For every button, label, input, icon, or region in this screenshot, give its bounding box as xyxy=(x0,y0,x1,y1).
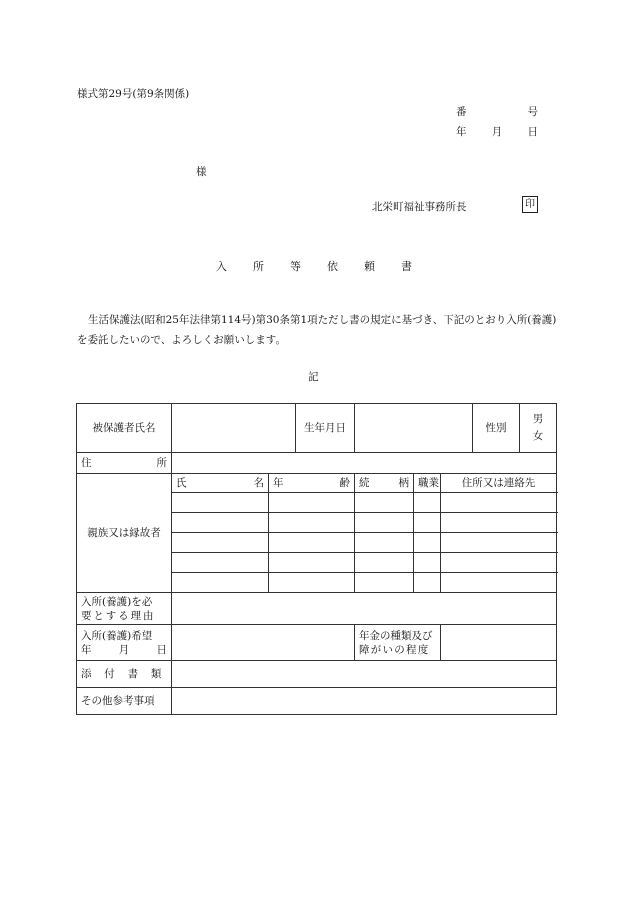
seal-mark: 印 xyxy=(522,196,538,213)
rel-cell[interactable] xyxy=(441,533,557,553)
birth-label: 生年月日 xyxy=(296,404,355,453)
date-line xyxy=(456,124,538,139)
go-label: 号 xyxy=(527,106,538,118)
rel-col-name-a: 氏 xyxy=(176,477,187,489)
desired-date-label xyxy=(77,625,172,661)
title-char: 入 xyxy=(216,260,227,273)
rel-cell[interactable] xyxy=(441,513,557,533)
rel-cell[interactable] xyxy=(441,553,557,573)
pension-value[interactable] xyxy=(441,625,557,661)
table-row xyxy=(77,593,557,625)
other-value[interactable] xyxy=(172,688,557,715)
form-number: 様式第29号(第9条関係) xyxy=(77,88,190,100)
rel-cell[interactable] xyxy=(355,513,414,533)
relatives-label: 親族又は縁故者 xyxy=(77,474,172,593)
desired-line2 xyxy=(81,643,167,657)
sex-options[interactable] xyxy=(520,404,557,453)
title-char: 所 xyxy=(253,260,264,273)
addressee-honorific: 様 xyxy=(196,166,207,178)
rel-col-relation-b: 柄 xyxy=(398,477,409,489)
rel-col-contact: 住所又は連絡先 xyxy=(441,474,557,493)
table-row xyxy=(77,474,557,493)
rel-col-relation xyxy=(355,474,414,493)
document-title xyxy=(216,258,412,274)
rel-cell[interactable] xyxy=(269,573,355,593)
year-label: 年 xyxy=(456,126,467,138)
sex-label: 性別 xyxy=(473,404,520,453)
birth-value[interactable] xyxy=(355,404,473,453)
address-label-a: 住 xyxy=(81,457,92,469)
rel-cell[interactable] xyxy=(414,513,441,533)
address-label-b: 所 xyxy=(156,457,167,469)
rel-col-name-b: 名 xyxy=(253,477,264,489)
rel-col-relation-a: 続 xyxy=(359,477,370,489)
rel-col-job-b: 業 xyxy=(428,477,439,489)
day-label: 日 xyxy=(527,126,538,138)
rel-cell[interactable] xyxy=(414,573,441,593)
address-value[interactable] xyxy=(172,453,557,474)
issuer-name: 北栄町福祉事務所長 xyxy=(372,201,467,213)
rel-col-age xyxy=(269,474,355,493)
sex-male: 男 xyxy=(532,413,544,425)
rel-cell[interactable] xyxy=(172,553,269,573)
rel-col-age-b: 齢 xyxy=(339,477,350,489)
pension-line1: 年金の種類及び xyxy=(359,629,433,642)
rel-cell[interactable] xyxy=(414,493,441,513)
table-row xyxy=(77,688,557,715)
name-value[interactable] xyxy=(172,404,296,453)
request-form-table xyxy=(76,403,557,715)
sex-female: 女 xyxy=(532,430,544,442)
name-label: 被保護者氏名 xyxy=(77,404,172,453)
desired-month: 月 xyxy=(118,643,130,656)
ki-heading: 記 xyxy=(308,371,319,383)
table-row xyxy=(77,661,557,688)
rel-cell[interactable] xyxy=(172,493,269,513)
rel-cell[interactable] xyxy=(172,533,269,553)
title-char: 等 xyxy=(290,260,301,273)
reason-line1: 入所(養護)を必 xyxy=(81,595,153,608)
desired-date-value[interactable] xyxy=(172,625,355,661)
address-label xyxy=(77,453,172,474)
title-char: 書 xyxy=(401,260,412,273)
title-char: 依 xyxy=(327,260,338,273)
attach-label: 添 付 書 類 xyxy=(77,661,172,688)
rel-cell[interactable] xyxy=(355,553,414,573)
ban-label: 番 xyxy=(456,106,467,118)
body-text: 生活保護法(昭和25年法律第114号)第30条第1項ただし書の規定に基づき、下記のとおり入所(養護)を委託したいので、よろしくお願いします。 xyxy=(77,314,557,346)
month-label: 月 xyxy=(491,126,503,138)
pension-label xyxy=(355,625,441,661)
rel-cell[interactable] xyxy=(172,513,269,533)
rel-cell[interactable] xyxy=(269,533,355,553)
rel-cell[interactable] xyxy=(172,573,269,593)
reason-label xyxy=(77,593,172,625)
reason-value[interactable] xyxy=(172,593,557,625)
document-number-line xyxy=(456,104,538,119)
rel-cell[interactable] xyxy=(355,573,414,593)
rel-cell[interactable] xyxy=(269,553,355,573)
rel-col-job-a: 職 xyxy=(418,477,429,489)
rel-cell[interactable] xyxy=(269,513,355,533)
desired-year: 年 xyxy=(81,643,92,656)
table-row xyxy=(77,453,557,474)
table-row xyxy=(77,404,557,453)
rel-col-job xyxy=(414,474,441,493)
desired-line1: 入所(養護)希望 xyxy=(81,629,153,642)
rel-col-age-a: 年 xyxy=(273,477,284,489)
reason-line2: 要とする理由 xyxy=(81,609,156,622)
table-row xyxy=(77,625,557,661)
rel-cell[interactable] xyxy=(414,533,441,553)
other-label: その他参考事項 xyxy=(77,688,172,715)
rel-cell[interactable] xyxy=(414,553,441,573)
pension-line2: 障がいの程度 xyxy=(359,643,430,656)
attach-value[interactable] xyxy=(172,661,557,688)
rel-col-name xyxy=(172,474,269,493)
title-char: 頼 xyxy=(364,260,375,273)
rel-cell[interactable] xyxy=(355,533,414,553)
rel-cell[interactable] xyxy=(441,493,557,513)
rel-cell[interactable] xyxy=(355,493,414,513)
rel-cell[interactable] xyxy=(269,493,355,513)
desired-day: 日 xyxy=(156,643,167,656)
rel-cell[interactable] xyxy=(441,573,557,593)
